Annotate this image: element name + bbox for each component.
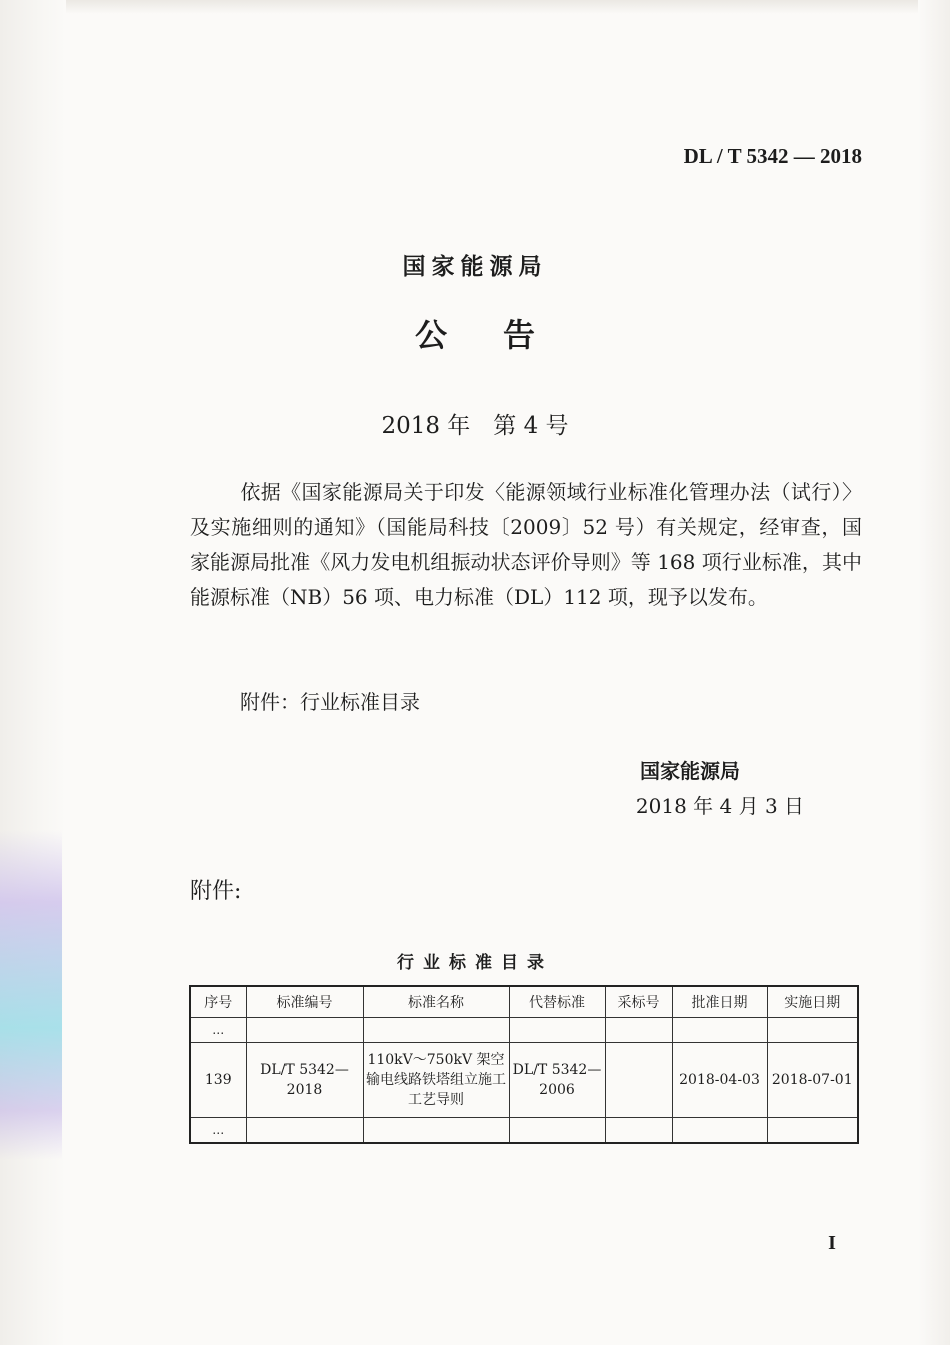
cell-approved	[672, 1118, 767, 1144]
col-header-effective: 实施日期	[767, 986, 858, 1018]
cell-replaces	[509, 1018, 605, 1043]
cell-effective	[767, 1018, 858, 1043]
table-row	[190, 1018, 858, 1043]
cell-seq: …	[190, 1118, 246, 1144]
col-header-adopted: 采标号	[605, 986, 672, 1018]
cell-adopted	[605, 1118, 672, 1144]
cell-name: 110kV～750kV 架空输电线路铁塔组立施工工艺导则	[363, 1043, 509, 1118]
attachment-line: 附件：行业标准目录	[240, 690, 420, 714]
signature-date: 2018 年 4 月 3 日	[635, 794, 805, 818]
cell-replaces	[509, 1118, 605, 1144]
signature-org: 国家能源局	[640, 759, 740, 783]
standard-code: DL / T 5342 — 2018	[683, 144, 862, 168]
standards-table	[189, 985, 859, 1144]
cell-effective: 2018-07-01	[767, 1043, 858, 1118]
appendix-label: 附件:	[190, 879, 242, 904]
cell-seq: …	[190, 1018, 246, 1043]
table-header-row	[190, 986, 858, 1018]
col-header-name: 标准名称	[363, 986, 509, 1018]
body-paragraph-text: 依据《国家能源局关于印发〈能源领域行业标准化管理办法（试行）〉及实施细则的通知》（国能局科技〔2009〕52 号）有关规定，经审查，国家能源局批准《风力发电机组振动状态评价导则》等 168 项行业标准，其中能源标准（NB）56 项、电力标准（DL）112 项，现予以发布。	[190, 480, 862, 609]
body-paragraph	[190, 475, 862, 615]
scan-top-edge	[0, 0, 950, 14]
col-header-replaces: 代替标准	[509, 986, 605, 1018]
cell-replaces: DL/T 5342—2006	[509, 1043, 605, 1118]
cell-effective	[767, 1118, 858, 1144]
page-number: I	[828, 1232, 836, 1254]
cell-adopted	[605, 1043, 672, 1118]
scan-right-edge	[918, 0, 950, 1345]
col-header-approved: 批准日期	[672, 986, 767, 1018]
cell-name	[363, 1118, 509, 1144]
notice-heading	[300, 310, 650, 356]
notice-char-2: 告	[503, 316, 536, 354]
cell-name	[363, 1018, 509, 1043]
table-row	[190, 1043, 858, 1118]
cell-code	[246, 1018, 363, 1043]
cell-approved: 2018-04-03	[672, 1043, 767, 1118]
table-title: 行业标准目录	[397, 953, 553, 973]
cell-code: DL/T 5342—2018	[246, 1043, 363, 1118]
col-header-code: 标准编号	[246, 986, 363, 1018]
cell-code	[246, 1118, 363, 1144]
col-header-seq: 序号	[190, 986, 246, 1018]
notice-number: 2018 年 第 4 号	[381, 413, 569, 439]
cell-seq: 139	[190, 1043, 246, 1118]
scan-color-artifact	[0, 830, 62, 1160]
notice-char-1: 公	[414, 316, 447, 354]
cell-approved	[672, 1018, 767, 1043]
cell-adopted	[605, 1018, 672, 1043]
table-row	[190, 1118, 858, 1144]
issuer-title: 国家能源局	[402, 254, 548, 280]
